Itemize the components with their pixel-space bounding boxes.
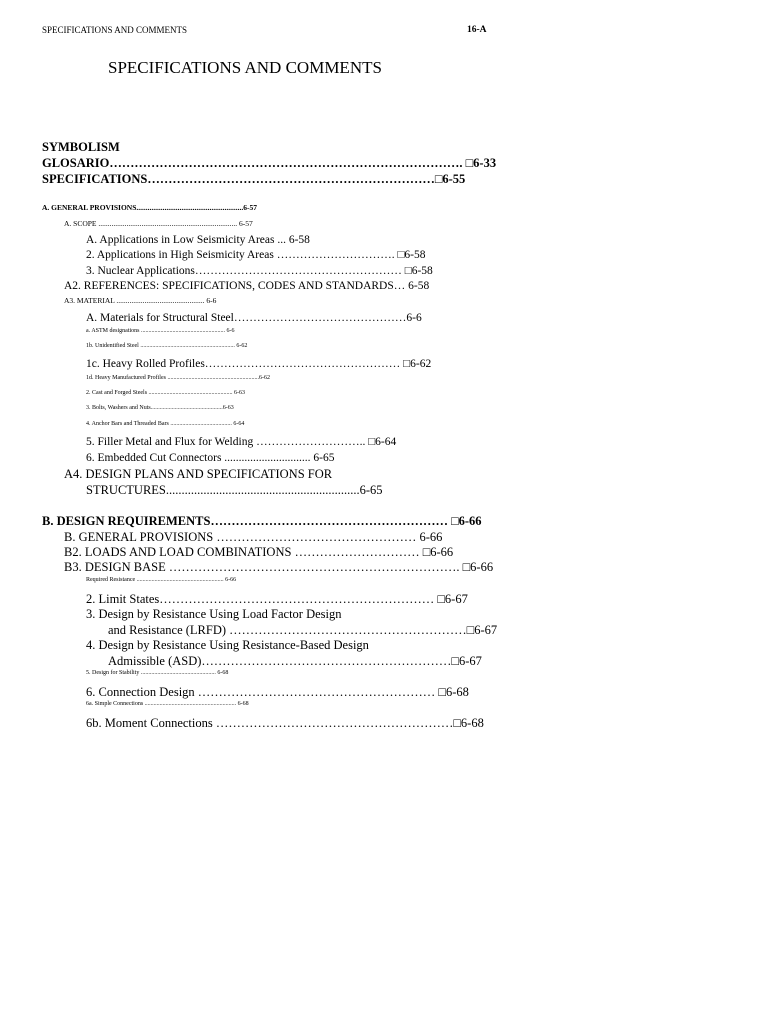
running-header-page-number: 16-A [467,25,487,35]
toc-b-stability: 5. Design for Stability .................................................. 6-68 [86,670,229,676]
toc-a2-references: A2. REFERENCES: SPECIFICATIONS, CODES AND STANDARDS… 6-58 [64,280,430,292]
toc-a-embedded-connectors: 6. Embedded Cut Connectors .............................. 6-65 [86,452,335,464]
toc-a-high-seismicity: 2. Applications in High Seismicity Areas …………………………. □6-58 [86,249,426,261]
toc-b-lrfd-line-2: and Resistance (LRFD) …………………………………………………□6-67 [108,623,498,637]
toc-a-anchor-bars: 4. Anchor Bars and Threaded Bars ......................................... 6-64 [86,421,245,427]
running-header-title: SPECIFICATIONS AND COMMENTS [42,25,188,35]
toc-b-limit-states: 2. Limit States………………………………………………………… □6-67 [86,592,468,606]
toc-a-bolts: 3. Bolts, Washers and Nuts................................................6-63 [86,405,234,411]
toc-a-astm: a. ASTM designations ........................................................ 6-6 [86,328,235,334]
toc-a-unidentified-steel: 1b. Unidentified Steel ............................................................... 6-62 [86,343,248,349]
toc-a-general-provisions: A. GENERAL PROVISIONS.........................................................6-57 [42,203,258,212]
toc-b-simple-connections: 6a. Simple Connections ............................................................. 6-68 [86,701,249,707]
toc-a-filler-metal: 5. Filler Metal and Flux for Welding ……………………….. □6-64 [86,436,397,448]
toc-a-low-seismicity: A. Applications in Low Seismicity Areas ... 6-58 [86,234,310,246]
toc-a-materials-steel: A. Materials for Structural Steel………………………………………6-6 [86,312,422,324]
toc-a-cast-forged: 2. Cast and Forged Steels ........................................................ 6-63 [86,390,246,396]
toc-specifications: SPECIFICATIONS……………………………………………………………□6-55 [42,172,466,186]
toc-b-required-resistance: Required Resistance .......................................................... 6-66 [86,577,237,583]
page-title: SPECIFICATIONS AND COMMENTS [108,58,382,77]
toc-a-heavy-rolled: 1c. Heavy Rolled Profiles…………………………………………… □6-62 [86,358,432,370]
toc-b-general-provisions: B. GENERAL PROVISIONS ………………………………………… 6-66 [64,530,443,544]
toc-b3-design-base: B3. DESIGN BASE ……………………………………………………………. □6-66 [64,560,494,574]
toc-symbolism: SYMBOLISM [42,140,120,154]
toc-b-asd-line-2: Admissible (ASD)……………………………………………………□6-67 [108,654,482,668]
toc-b-design-requirements: B. DESIGN REQUIREMENTS………………………………………………… □6-66 [42,514,482,528]
toc-glosario: GLOSARIO…………………………………………………………………………. □6-33 [42,156,497,170]
toc-b-connection-design: 6. Connection Design ………………………………………………… □6-68 [86,685,469,699]
toc-b2-loads: B2. LOADS AND LOAD COMBINATIONS ………………………… □6-66 [64,545,454,559]
toc-b-lrfd-line-1: 3. Design by Resistance Using Load Factor Design [86,607,342,621]
toc-a4-design-plans: A4. DESIGN PLANS AND SPECIFICATIONS FOR [64,467,333,481]
toc-a-scope: A. SCOPE .......................................................................... 6-57 [64,219,253,228]
toc-b-asd-line-1: 4. Design by Resistance Using Resistance-Based Design [86,638,369,652]
toc-a-nuclear: 3. Nuclear Applications……………………………………………… □6-58 [86,265,433,277]
toc-a4-structures: STRUCTURES..............................................................6-65 [86,483,383,497]
toc-a-heavy-manufactured: 1d. Heavy Manufactured Profiles .............................................................6-62 [86,375,270,381]
toc-a3-material: A3. MATERIAL ............................................... 6-6 [64,296,217,305]
toc-b-moment-connections: 6b. Moment Connections …………………………………………………□6-68 [86,716,484,730]
